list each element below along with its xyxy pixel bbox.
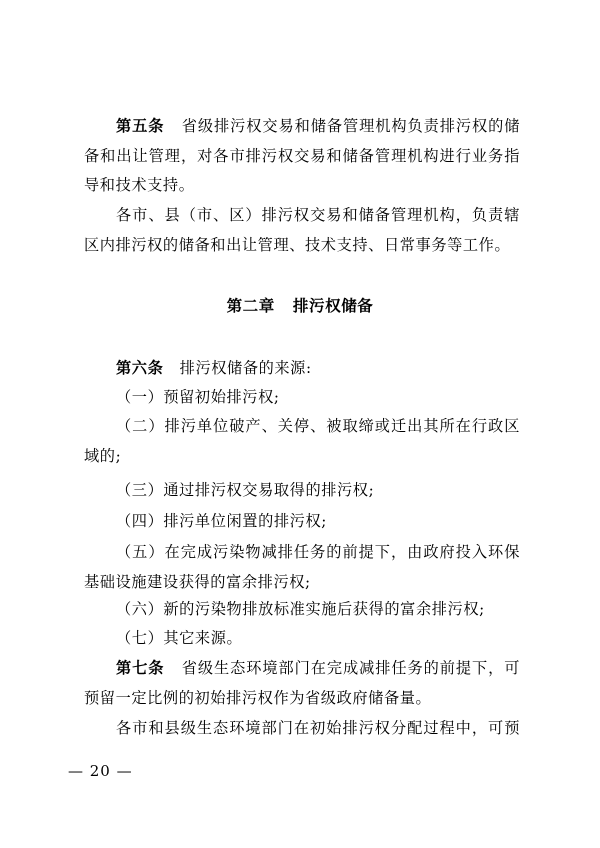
article-6-text: 排污权储备的来源: xyxy=(179,359,312,377)
article-5-line-3: 导和技术支持。 xyxy=(84,176,195,194)
article-7-line-2: 预留一定比例的初始排污权作为省级政府储备量。 xyxy=(84,688,432,707)
list-item: （四）排污单位闲置的排污权; xyxy=(116,512,327,530)
article-6-paragraph xyxy=(84,354,520,384)
article-5-p2-line-2: 区内排污权的储备和出让管理、技术支持、日常事务等工作。 xyxy=(84,235,511,254)
article-5-paragraph xyxy=(84,112,520,201)
article-7-paragraph: 第七条 省级生态环境部门在完成减排任务的前提下，可 预留一定比例的初始排污权作为省级政府储备量。 xyxy=(84,654,520,713)
page-number: — 20 — xyxy=(68,762,133,780)
chapter-number: 第二章 xyxy=(226,297,275,315)
article-5-second-paragraph xyxy=(84,201,520,260)
chapter-heading xyxy=(0,294,600,316)
article-5-line-2: 备和出让管理，对各市排污权交易和储备管理机构进行业务指 xyxy=(84,146,520,165)
list-item: （三）通过排污权交易取得的排污权; xyxy=(116,481,375,499)
list-item: （七）其它来源。 xyxy=(116,629,243,647)
article-5-p2-line-1: 各市、县（市、区）排污权交易和储备管理机构，负责辖 xyxy=(116,206,520,224)
list-item-2: （二）排污单位破产、关停、被取缔或迁出其所在行政区 域的; xyxy=(84,417,520,465)
chapter-title: 排污权储备 xyxy=(292,297,374,315)
article-7-p2-line-1: 各市和县级生态环境部门在初始排污权分配过程中，可预 xyxy=(116,719,520,737)
list-item: （六）新的污染物排放标准实施后获得的富余排污权; xyxy=(116,600,485,618)
article-5-head: 第五条 xyxy=(116,117,165,135)
article-5-line-1: 第五条 省级排污权交易和储备管理机构负责排污权的储 xyxy=(116,117,520,135)
article-7-head: 第七条 xyxy=(116,659,165,677)
article-6-head: 第六条 xyxy=(116,359,164,377)
list-item-5: （五）在完成污染物减排任务的前提下，由政府投入环保 基础设施建设获得的富余排污权; xyxy=(84,543,520,591)
article-7-second-paragraph xyxy=(84,714,520,744)
list-item: （一）预留初始排污权; xyxy=(116,388,280,406)
